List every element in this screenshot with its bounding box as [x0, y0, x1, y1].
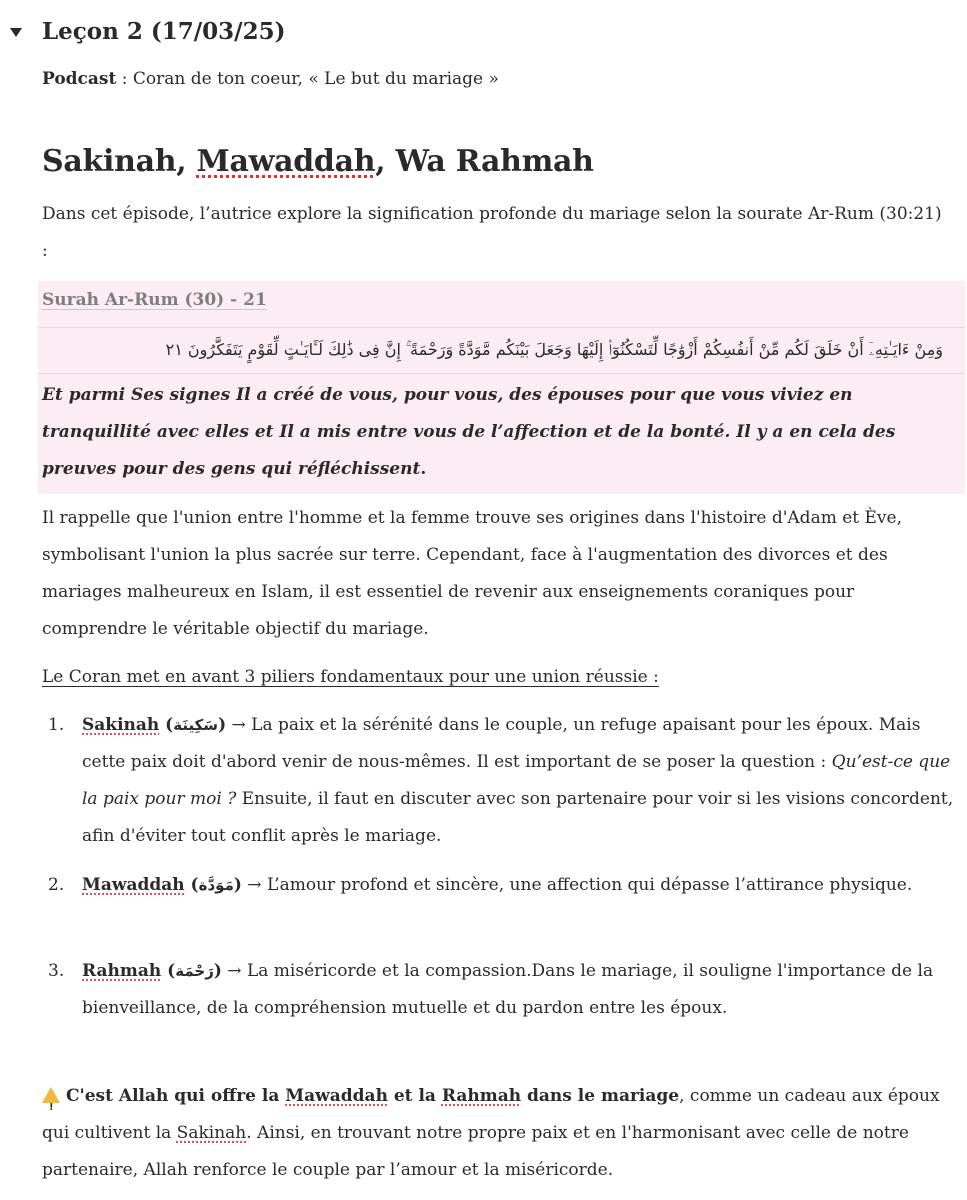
page-heading: [42, 140, 594, 184]
warning-icon: [42, 1087, 60, 1103]
heading-mawaddah: Mawaddah: [196, 144, 376, 179]
quote-translation: [42, 377, 947, 488]
heading-sakinah: Sakinah: [42, 144, 177, 179]
pillar-description: L’amour profond et sincère, une affection qui dépasse l’attirance physique.: [266, 875, 913, 895]
podcast-title: Coran de ton coeur, « Le but du mariage »: [132, 69, 499, 89]
podcast-separator: :: [116, 69, 133, 89]
quote-divider: [38, 373, 965, 374]
podcast-label: Podcast: [42, 69, 117, 89]
toggle-collapse-icon[interactable]: [10, 28, 22, 37]
pillar-description: La paix et la sérénité dans le couple, un refuge apaisant pour les époux. Mais cette paix doit d'abord venir de nous-mêmes. Il est important de se poser la question :: [82, 715, 921, 772]
callout-bold-mawaddah: Mawaddah: [285, 1086, 388, 1106]
quote-reference-link[interactable]: Surah Ar-Rum (30) - 21: [42, 290, 267, 310]
callout-bold-a: C'est Allah qui offre la: [66, 1086, 286, 1106]
pillar-arabic: سَكِينَة: [173, 716, 219, 734]
pillars-intro: Le Coran met en avant 3 piliers fondamentaux pour une union réussie :: [42, 667, 659, 687]
pillar-arabic: مَوَدَّة: [198, 876, 234, 894]
list-number: 1.: [48, 715, 65, 735]
list-item-text: Sakinah (سَكِينَة) → La paix et la sérénité dans le couple, un refuge apaisant pour les époux. Mais cette paix doit d'abord venir de nous-mêmes. Il est important de se poser la question : Qu’est-ce que la paix pour moi ? Ensuite, il faut en discuter avec son partenaire pour voir si les visions concordent, afin d'éviter tout conflit après le mariage.: [82, 715, 954, 846]
pillar-arrow: →: [226, 715, 252, 735]
callout-bold-rahmah: Rahmah: [441, 1086, 522, 1106]
intro-paragraph: Dans cet épisode, l’autrice explore la signification profonde du mariage selon la sourate Ar-Rum (30:21) :: [42, 204, 942, 261]
callout-text-a: , comme un cadeau aux époux qui cultivent la: [42, 1086, 940, 1143]
podcast-line: [42, 64, 499, 94]
pillar-name: Sakinah: [82, 715, 160, 735]
pillar-description: La miséricorde et la compassion.Dans le mariage, il souligne l'importance de la bienveillance, de la compréhension mutuelle et du pardon entre les époux.: [82, 961, 934, 1018]
list-number: 3.: [48, 961, 65, 981]
callout-bold-c: et la: [387, 1086, 442, 1106]
pillar-name: Rahmah: [82, 961, 162, 981]
pillar-description-end: Ensuite, il faut en discuter avec son partenaire pour voir si les visions concordent, afin d'éviter tout conflit après le mariage.: [82, 789, 954, 846]
pillar-arrow: →: [221, 961, 247, 981]
pillar-question: Qu’est-ce que la paix pour moi ?: [82, 752, 951, 809]
callout-bold-e: dans le mariage: [521, 1086, 680, 1106]
quote-divider: [38, 327, 965, 328]
list-item-text: Mawaddah (مَوَدَّة) → L’amour profond et sincère, une affection qui dépasse l’attirance physique.: [82, 875, 913, 895]
callout-note: [42, 1078, 957, 1189]
list-number: 2.: [48, 875, 65, 895]
heading-separator: ,: [176, 144, 197, 179]
callout-sakinah: Sakinah: [176, 1123, 247, 1143]
pillar-arrow: →: [241, 875, 267, 895]
pillar-arabic: رَحْمَة: [175, 962, 214, 980]
quran-quote-block: [38, 281, 965, 494]
quote-translation-end: .: [420, 459, 427, 479]
context-paragraph: Il rappelle que l'union entre l'homme et la femme trouve ses origines dans l'histoire d'Adam et Ève, symbolisant l'union la plus sacrée sur terre. Cependant, face à l'augmentation des divorces et des mariages malheureux en Islam, il est essentiel de revenir aux enseignements coraniques pour comprendre le véritable objectif du mariage.: [42, 508, 903, 639]
lesson-title: Leçon 2 (17/03/25): [42, 18, 286, 45]
pillar-name: Mawaddah: [82, 875, 185, 895]
callout-text-c: . Ainsi, en trouvant notre propre paix et en l'harmonisant avec celle de notre partenaire, Allah renforce le couple par l’amour et la miséricorde.: [42, 1123, 909, 1180]
heading-rest: , Wa Rahmah: [375, 144, 594, 179]
quote-arabic-verse: وَمِنْ ءَايَـٰتِهِۦٓ أَنْ خَلَقَ لَكُم مِّنْ أَنفُسِكُمْ أَزْوَٰجًا لِّتَسْكُنُوٓا۟ إِلَيْهَا وَجَعَلَ بَيْنَكُم مَّوَدَّةً وَرَحْمَةً ۚ إِنَّ فِى ذَٰلِكَ لَـَٔايَـٰتٍ لِّقَوْمٍ يَتَفَكَّرُونَ ٢١: [165, 340, 943, 359]
quote-translation-text: Et parmi Ses signes Il a créé de vous, pour vous, des épouses pour que vous viviez en tranquillité avec elles et Il a mis entre vous de l’affection et de la bonté. Il y a en cela des preuves pour des gens qui réfléchissent: [42, 385, 896, 479]
list-item-text: Rahmah (رَحْمَة) → La miséricorde et la compassion.Dans le mariage, il souligne l'importance de la bienveillance, de la compréhension mutuelle et du pardon entre les époux.: [82, 961, 934, 1018]
